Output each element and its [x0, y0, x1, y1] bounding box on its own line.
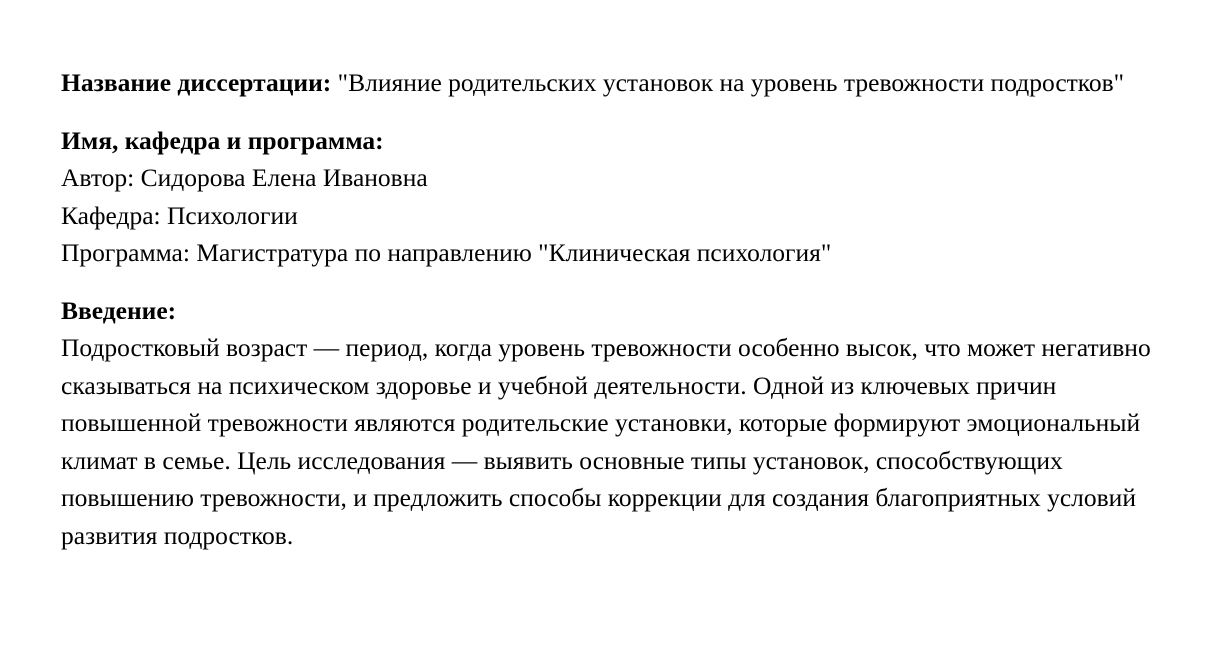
dissertation-title-paragraph	[61, 64, 1171, 102]
introduction-label: Введение:	[61, 295, 177, 325]
department-name: Кафедра: Психологии	[61, 200, 298, 230]
introduction-text: Подростковый возраст — период, когда уровень тревожности особенно высок, что может негативно сказываться на психическом здоровье и учебной деятельности. Одной из ключевых причин повышенной тревожности являются родительские установки, которые формируют эмоциональный климат в семье. Цель исследования — выявить основные типы установок, способствующих повышению тревожности, и предложить способы коррекции для создания благоприятных условий развития подростков.	[61, 333, 1151, 550]
author-info-section	[61, 122, 1171, 272]
author-info-label: Имя, кафедра и программа:	[61, 125, 384, 155]
dissertation-title-value: "Влияние родительских установок на уровень тревожности подростков"	[337, 68, 1125, 97]
dissertation-title-label: Название диссертации:	[61, 68, 332, 97]
author-name: Автор: Сидорова Елена Ивановна	[61, 163, 428, 192]
dissertation-title-section	[61, 64, 1171, 102]
introduction-section	[61, 292, 1171, 555]
program-name: Программа: Магистратура по направлению "Клиническая психология"	[61, 238, 832, 267]
document-page	[61, 64, 1171, 554]
